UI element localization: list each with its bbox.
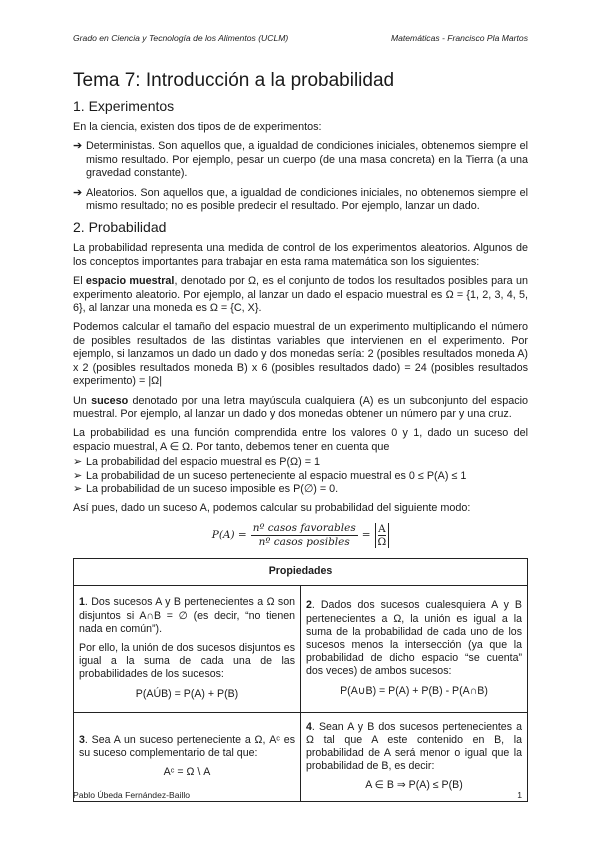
list-item [73, 456, 528, 469]
paragraph: La probabilidad representa una medida de control de los experimentos aleatorios. Algunos de los conceptos importantes para trabajar en esta rama matemática son los siguientes: [73, 242, 528, 268]
list-item [73, 187, 528, 214]
property-number: 1 [79, 596, 85, 609]
list-item [73, 470, 528, 483]
arrow-icon: ➔ [73, 140, 83, 153]
header-subject: Matemáticas - Francisco Pla Martos [390, 33, 528, 43]
paragraph: En la ciencia, existen dos tipos de de experimentos: [73, 121, 322, 133]
paragraph: Así pues, dado un suceso A, podemos calcular su probabilidad del siguiente modo: [73, 502, 471, 515]
section-heading-experimentos: 1. Experimentos [73, 98, 175, 114]
property-number: 2 [306, 599, 312, 612]
document-body [73, 70, 528, 802]
list-item [73, 140, 528, 180]
table-title: Propiedades [74, 558, 528, 585]
property-number: 3 [79, 733, 85, 746]
header-course: Grado en Ciencia y Tecnología de los Alimentos (UCLM) [73, 33, 289, 43]
formula-numerator: nº casos favorables [251, 522, 358, 536]
term-espacio-muestral: espacio muestral [85, 275, 175, 288]
property-formula: A ∈ B ⇒ P(A) ≤ P(B) [365, 779, 463, 792]
list-item-text: La probabilidad del espacio muestral es P(Ω) = 1 [86, 456, 321, 469]
property-formula: P(A∪B) = P(A) + P(B) - P(A∩B) [340, 684, 488, 697]
property-cell-3: 3. Sea A un suceso perteneciente a Ω, Aᶜ es su suceso complementario de tal que: Aᶜ = Ω \ A [74, 712, 301, 801]
paragraph-suceso: Un suceso denotado por una letra mayúscula cualquiera (A) es un subconjunto del espacio muestral. Por ejemplo, al lanzar un dado y dos monedas obtener un número par y una cruz. [73, 394, 529, 420]
formula-abs-numerator: A [378, 523, 386, 536]
formula-abs-denominator: Ω [377, 536, 387, 549]
list-item-text: Aleatorios. Son aquellos que, a igualdad de condiciones iniciales, no obtenemos siempre el mismo resultado; no es posible predecir el resultado. Por ejemplo, lanzar un dado. [86, 186, 528, 213]
arrow-icon: ➔ [73, 186, 83, 199]
property-formula: P(AÚB) = P(A) + P(B) [135, 687, 239, 700]
list-item-text: Deterministas. Son aquellos que, a igualdad de condiciones iniciales, obtenemos siempre el mismo resultado. Por ejemplo, pesar un cuerpo (de una masa concreta) en la Tierra (a una gravedad constante). [86, 140, 528, 180]
property-cell-1: 1. Dos sucesos A y B pertenecientes a Ω son disjuntos si A∩B = ∅ (es decir, “no tienen nada en común”). Por ello, la unión de dos sucesos disjuntos es igual a la suma de cada una de las probabilidades de los sucesos: P(AÚB) = P(A) + P(B) [74, 585, 301, 712]
formula-cardinality [375, 523, 390, 548]
list-item-text: La probabilidad de un suceso imposible es P(∅) = 0. [86, 482, 339, 495]
paragraph: Podemos calcular el tamaño del espacio muestral de un experimento multiplicando el número de posibles resultados de las distintas variables que intervienen en el experimento. Por ejemplo, si lanzamos un dado un dado y dos monedas sería: 2 (posibles resultados moneda A) x 2 (posibles resultados moneda B) x 6 (posibles resultados dado) = 24 (posibles resultados experimento) = |Ω| [73, 321, 528, 388]
list-item-text: La probabilidad de un suceso perteneciente al espacio muestral es 0 ≤ P(A) ≤ 1 [86, 469, 467, 482]
triangle-arrow-icon: ➢ [73, 456, 83, 469]
property-number: 4 [306, 720, 312, 733]
formula-lhs: P(A) = [211, 528, 247, 541]
formula-equals: = [361, 528, 371, 541]
triangle-arrow-icon: ➢ [73, 469, 83, 482]
page-number: 1 [517, 790, 522, 800]
property-cell-4: 4. Sean A y B dos sucesos pertenecientes a Ω tal que A este contenido en B, la probabilidad de A será menor o igual que la probabilidad de B, es decir: A ∈ B ⇒ P(A) ≤ P(B) [301, 712, 528, 801]
section-heading-probabilidad: 2. Probabilidad [73, 219, 167, 236]
footer-author: Pablo Úbeda Fernández-Baillo [73, 790, 191, 800]
formula-denominator: nº casos posibles [258, 536, 350, 549]
list-item [73, 483, 528, 496]
paragraph: La probabilidad es una función comprendida entre los valores 0 y 1, dado un suceso del espacio muestral, A ∈ Ω. Por tanto, debemos tener en cuenta que [73, 427, 528, 453]
triangle-arrow-icon: ➢ [73, 482, 83, 495]
term-suceso: suceso [91, 394, 129, 407]
page-title: Tema 7: Introducción a la probabilidad [73, 70, 395, 91]
probability-formula [73, 522, 528, 550]
property-cell-2: 2. Dados dos sucesos cualesquiera A y B pertenecientes a Ω, la unión es igual a la suma de la probabilidad de cada uno de los sucesos menos la intersección (ya que la probabilidad de dicho espacio “se cuenta” dos veces) de ambos sucesos: P(A∪B) = P(A) + P(B) - P(A∩B) [301, 585, 528, 712]
formula-fraction [251, 522, 358, 550]
paragraph-espacio-muestral: El espacio muestral, denotado por Ω, es el conjunto de todos los resultados posibles para un experimento aleatorio. Por ejemplo, al lanzar un dado el espacio muestral es Ω = {1, 2, 3, 4, 5, 6}, al lanzar una moneda es Ω = {C, X}. [73, 275, 528, 315]
property-formula: Aᶜ = Ω \ A [163, 766, 211, 779]
properties-table [73, 558, 528, 802]
